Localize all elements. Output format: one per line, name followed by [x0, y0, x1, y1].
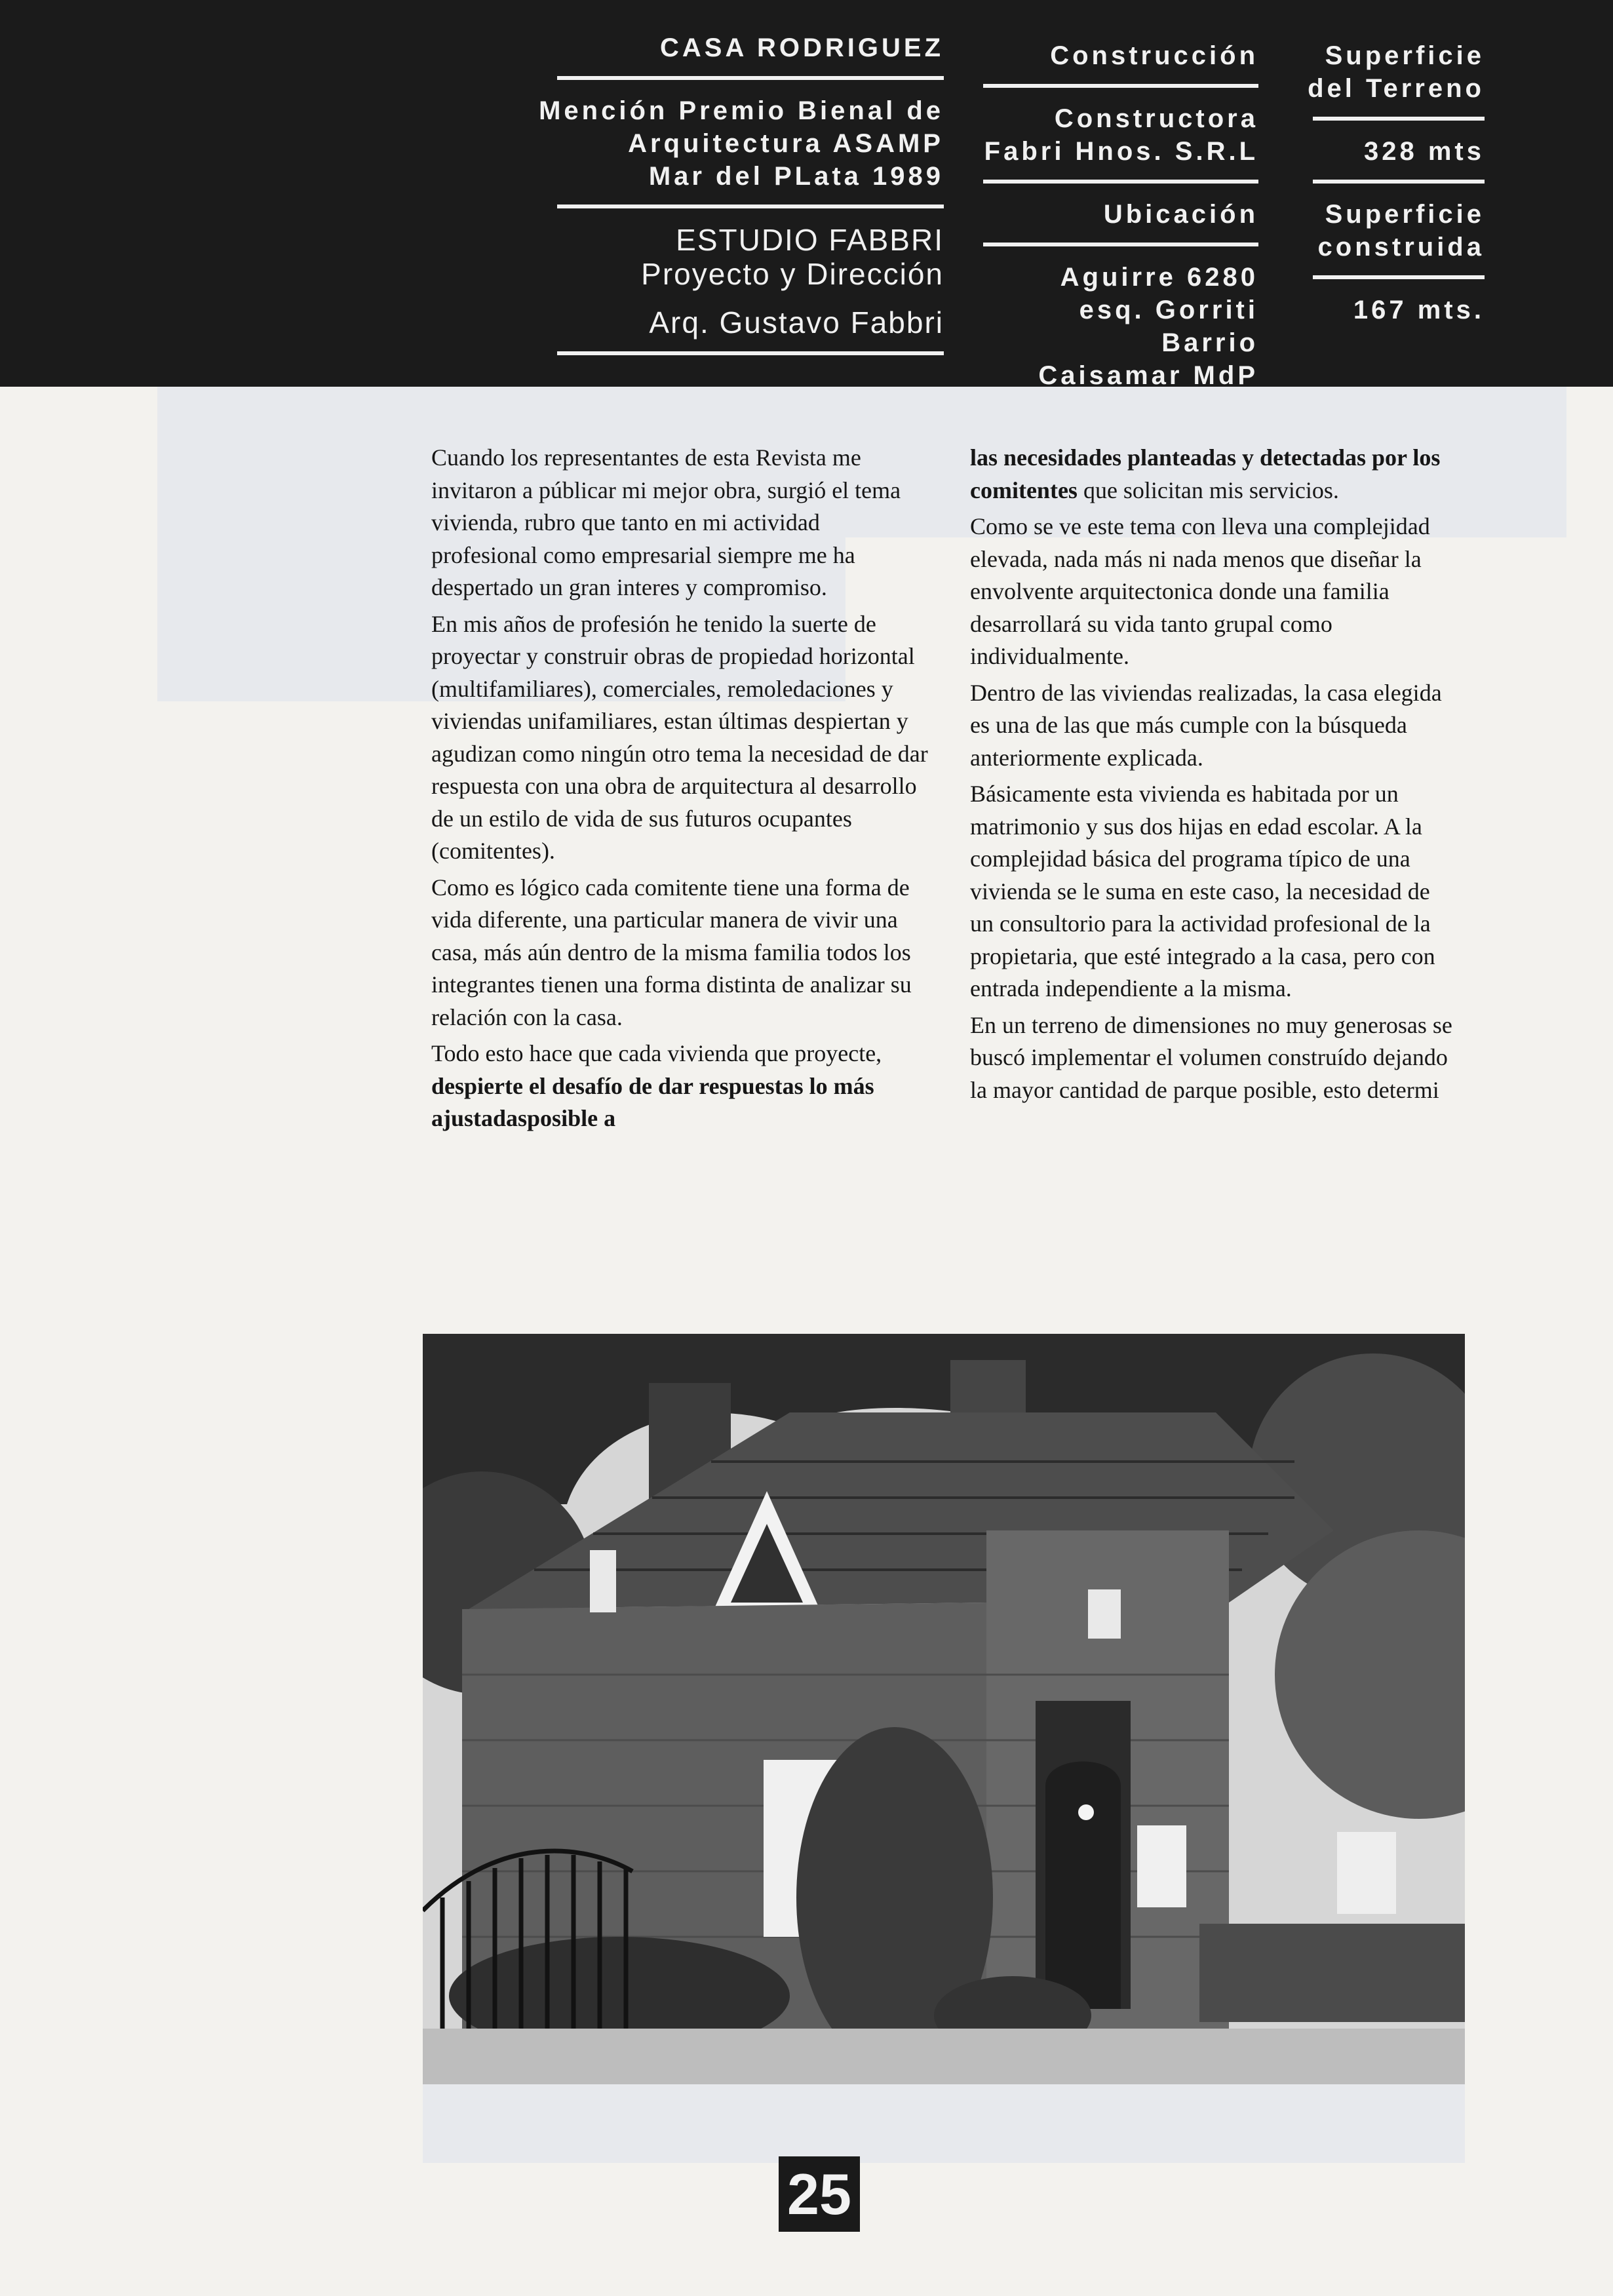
paragraph: Como se ve este tema con lleva una complejidad elevada, nada más ni nada menos que diseñar la envolvente arquitectonica donde una familia desarrollará su vida tanto grupal como individualmente.	[970, 513, 1430, 669]
divider	[1313, 117, 1485, 121]
award-line: Mar del PLata 1989	[648, 162, 944, 191]
divider	[557, 76, 944, 80]
divider	[1313, 275, 1485, 279]
paragraph: En un terreno de dimensiones no muy generosas se buscó implementar el volumen construído dejando la mayor cantidad de parque posible, esto determi	[970, 1011, 1452, 1103]
divider	[983, 180, 1258, 184]
built-area-label: construida	[1317, 233, 1485, 262]
paragraph	[970, 442, 1455, 507]
project-title: CASA RODRIGUEZ	[660, 33, 944, 62]
text-column-left	[431, 442, 929, 1139]
paragraph: Cuando los representantes de esta Revista me invitaron a públicar mi mejor obra, surgió el tema vivienda, rubro que tanto en mi actividad profesional como empresarial siempre me ha despertado un gran interes y compromiso.	[431, 444, 901, 600]
house-photo	[423, 1334, 1465, 2084]
emphasis-text: despierte el desafío de dar respuestas lo más ajustadasposible a	[431, 1072, 874, 1131]
builder-label: Constructora	[1054, 104, 1258, 133]
paragraph: Como es lógico cada comitente tiene una forma de vida diferente, una particular manera de vivir una casa, más aún dentro de la misma familia todos los integrantes tienen una forma distinta de analizar su relación con la casa.	[431, 874, 912, 1030]
paragraph: Básicamente esta vivienda es habitada por un matrimonio y sus dos hijas en edad escolar. A la complejidad básica del programa típico de una vivienda se le suma en este caso, la necesidad de un consultorio para la actividad profesional de la propietaria, que esté integrado a la casa, pero con entrada independiente a la misma.	[970, 781, 1435, 1002]
location-line: esq. Gorriti Barrio	[1079, 296, 1258, 357]
location-label: Ubicación	[1103, 200, 1258, 229]
divider	[557, 204, 944, 208]
land-area-label: Superficie	[1325, 41, 1485, 70]
builder-name: Fabri Hnos. S.R.L	[984, 137, 1258, 166]
paragraph-text: que solicitan mis servicios.	[1077, 477, 1339, 503]
land-area-value: 328 mts	[1364, 137, 1485, 166]
built-area-label: Superficie	[1325, 200, 1485, 229]
studio-name: ESTUDIO FABBRI	[676, 223, 944, 257]
header-band	[0, 0, 1613, 390]
divider	[557, 351, 944, 355]
construction-column	[977, 39, 1258, 392]
text-column-right	[970, 442, 1455, 1110]
location-line: Caisamar MdP	[1038, 361, 1258, 390]
architect-name: Arq. Gustavo Fabbri	[649, 305, 944, 340]
studio-role: Proyecto y Dirección	[641, 257, 944, 291]
paragraph	[431, 1038, 929, 1135]
land-area-label: del Terreno	[1308, 74, 1485, 103]
show-through-bottom	[423, 2084, 1465, 2163]
divider	[1313, 180, 1485, 184]
paragraph: En mis años de profesión he tenido la suerte de proyectar y construir obras de propiedad horizontal (multifamiliares), comerciales, remoledaciones y viviendas unifamiliares, estan últimas despiertan y agudizan como ningún otro tema la necesidad de dar respuesta con una obra de arquitectura al desarrollo de un estilo de vida de sus futuros ocupantes (comitentes).	[431, 610, 928, 864]
built-area-value: 167 mts.	[1353, 296, 1485, 324]
location-line: Aguirre 6280	[1060, 263, 1258, 292]
credits-column	[537, 31, 944, 370]
paragraph: Dentro de las viviendas realizadas, la casa elegida es una de las que más cumple con la búsqueda anteriormente explicada.	[970, 679, 1442, 771]
house-illustration	[423, 1334, 1465, 2084]
area-column	[1308, 39, 1485, 326]
divider	[983, 84, 1258, 88]
award-line: Mención Premio Bienal de	[539, 96, 944, 125]
page-number: 25	[779, 2156, 860, 2232]
emphasis-text: las necesidades planteadas y detectadas por los comitentes	[970, 444, 1441, 503]
construction-label: Construcción	[1050, 41, 1258, 70]
paragraph-text: Todo esto hace que cada vivienda que proyecte,	[431, 1040, 882, 1066]
award-line: Arquitectura ASAMP	[628, 129, 944, 158]
divider	[983, 243, 1258, 246]
